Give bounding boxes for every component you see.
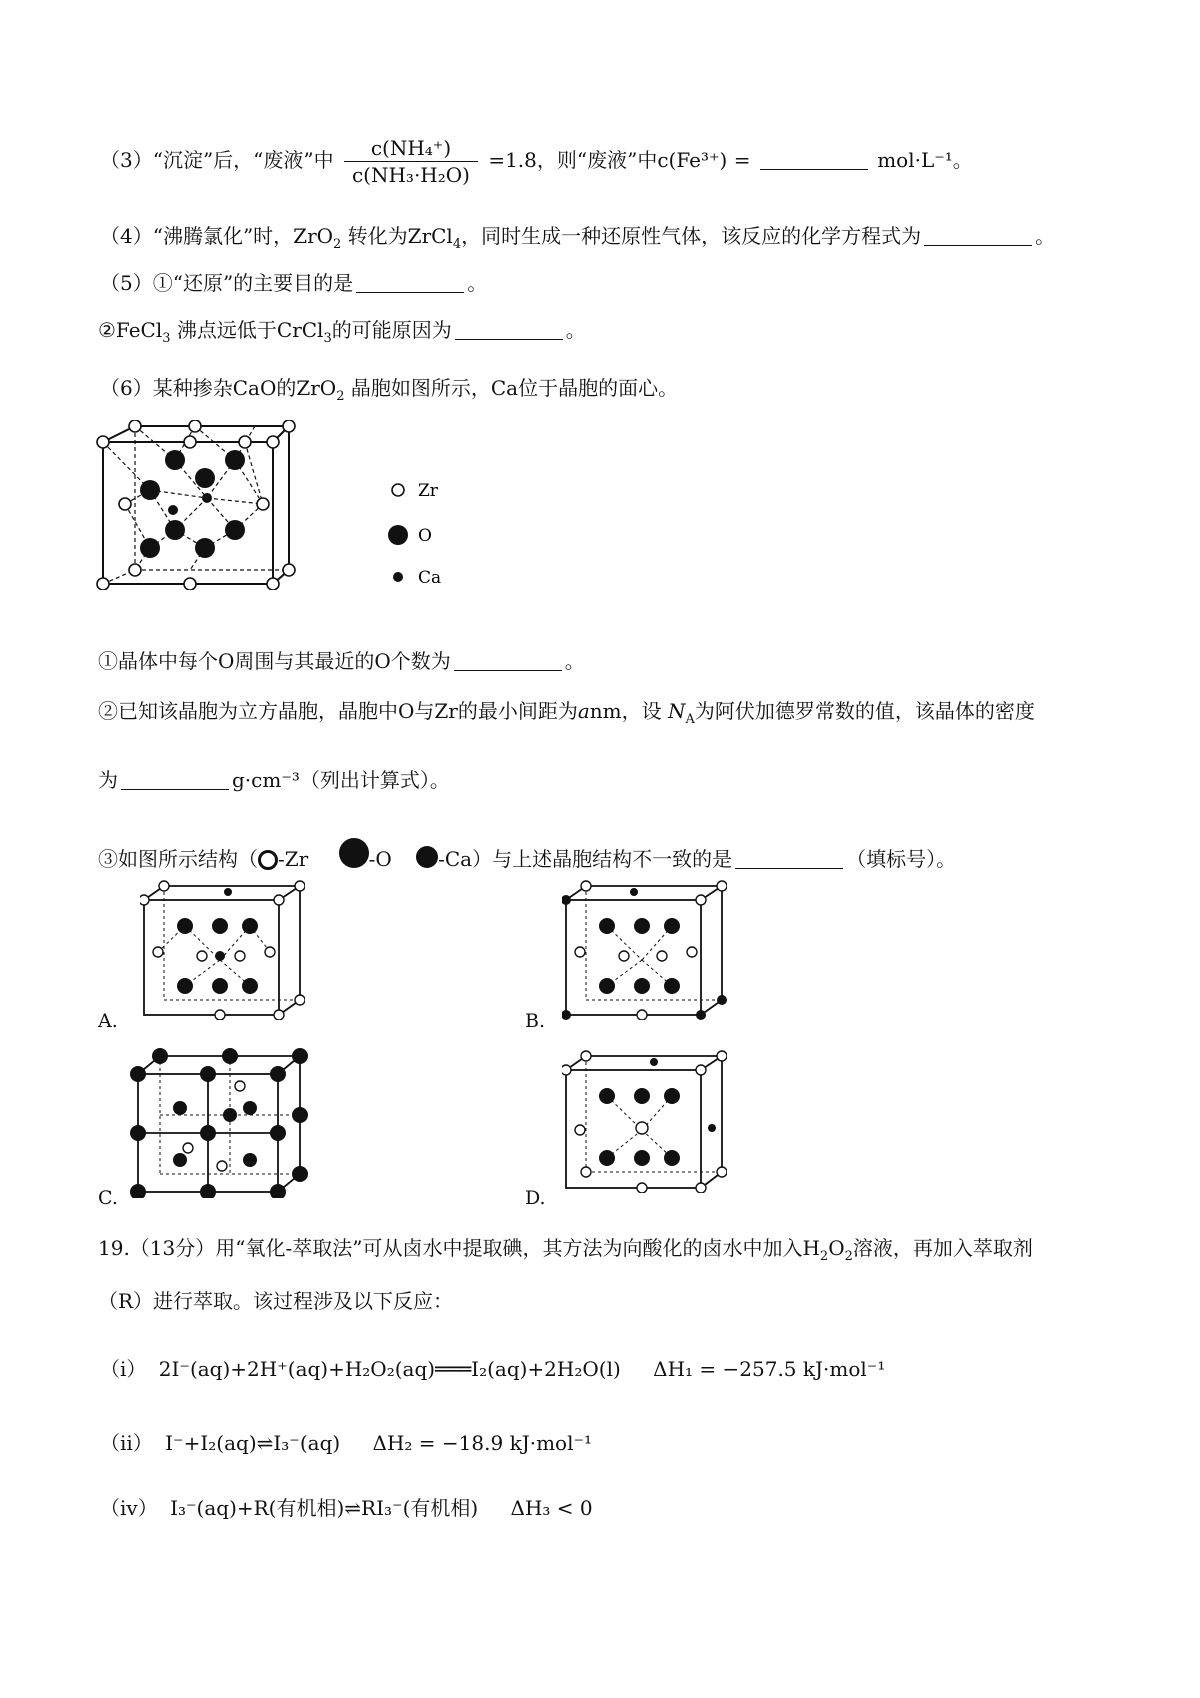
q6-sub3-zr: -Zr: [278, 847, 309, 871]
r3-label: （ⅳ）: [100, 1496, 158, 1520]
crystal-cell-figure: [95, 420, 305, 590]
q5-1-answer-blank[interactable]: [356, 292, 464, 293]
option-c-figure: [130, 1048, 308, 1198]
q6-sub1-end: 。: [564, 649, 585, 673]
r1-enthalpy: ΔH₁ = −257.5 kJ·mol⁻¹: [653, 1357, 886, 1381]
question-3-line: [100, 138, 973, 185]
q5-line2-c: 的可能原因为: [331, 318, 452, 342]
option-b-figure: [562, 880, 727, 1020]
q6-sub2-a: ②已知该晶胞为立方晶胞，晶胞中O与Zr的最小间距为: [98, 699, 578, 723]
q6-intro-a: （6）某种掺杂CaO的ZrO: [100, 376, 337, 400]
q3-prefix: （3）“沉淀”后，“废液”中: [100, 148, 334, 172]
r2-equation: I⁻+I₂(aq)⇌I₃⁻(aq): [165, 1431, 341, 1455]
q5-line2-a: ②FeCl: [98, 318, 163, 342]
question-5-line2: ②FeCl$_3$ 沸点远低于CrCl$_3$的可能原因为 。: [98, 318, 586, 346]
question-19-line2: [98, 1291, 453, 1311]
option-b-label[interactable]: B.: [525, 1010, 546, 1032]
r1-label: （ⅰ）: [100, 1357, 147, 1381]
q3-ratio-fraction: [344, 138, 478, 185]
question-6-sub3: [98, 838, 956, 870]
q6-sub2-unit: g·cm⁻³（列出计算式）。: [232, 768, 450, 792]
question-6-sub2: ②已知该晶胞为立方晶胞，晶胞中O与Zr的最小间距为anm，设 $N_A$为阿伏加德罗常数的值，该晶体的密度: [98, 699, 1035, 727]
q5-line2-b: 沸点远低于CrCl: [176, 318, 324, 342]
q3-unit: mol·L⁻¹。: [877, 148, 973, 172]
question-4-line: （4）“沸腾氯化”时，ZrO$_2$ 转化为ZrCl$_4$，同时生成一种还原性气体，该反应的化学方程式为 。: [100, 224, 1056, 252]
q3-mid: =1.8，则“废液”中c(Fe³⁺) =: [488, 148, 751, 172]
r3-enthalpy: ΔH₃ < 0: [510, 1496, 593, 1520]
q5-2-answer-blank[interactable]: [455, 339, 563, 340]
q3-fraction-numerator: c(NH₄⁺): [344, 138, 478, 162]
q19-line1-b: O: [828, 1236, 845, 1260]
q6-sub1-text: ①晶体中每个O周围与其最近的O个数为: [98, 649, 451, 673]
q6-sub3-ca: -Ca: [438, 847, 473, 871]
q3-answer-blank[interactable]: [760, 169, 868, 170]
q4-text-b: 转化为ZrCl: [347, 224, 453, 248]
option-d-label[interactable]: D.: [525, 1187, 546, 1209]
q6-2-answer-blank[interactable]: [121, 789, 229, 790]
question-6-intro: （6）某种掺杂CaO的ZrO$_2$ 晶胞如图所示，Ca位于晶胞的面心。: [100, 376, 679, 404]
q5-line2-end: 。: [565, 318, 586, 342]
question-5-line1: [100, 273, 487, 293]
q6-sub2-var: a: [577, 699, 590, 723]
q4-text-a: （4）“沸腾氯化”时，ZrO: [100, 224, 334, 248]
ca-legend-icon: [393, 572, 403, 582]
r2-enthalpy: ΔH₂ = −18.9 kJ·mol⁻¹: [372, 1431, 593, 1455]
q6-sub2-line2-a: 为: [98, 768, 118, 792]
q4-end: 。: [1035, 224, 1056, 248]
q5-line1-text: （5）①“还原”的主要目的是: [100, 271, 354, 295]
option-a-figure: [140, 880, 305, 1020]
r1-equation: 2I⁻(aq)+2H⁺(aq)+H₂O₂(aq)═══I₂(aq)+2H₂O(l): [158, 1357, 621, 1381]
legend-zr-label: Zr: [418, 481, 438, 501]
q6-intro-b: 晶胞如图所示，Ca位于晶胞的面心。: [350, 376, 679, 400]
reaction-2: [100, 1433, 592, 1453]
question-19-line1: 19.（13分）用“氧化-萃取法”可从卤水中提取碘，其方法为向酸化的卤水中加入$H_2O_2$溶液，再加入萃取剂: [98, 1236, 1033, 1264]
option-d-figure: [562, 1048, 727, 1193]
q4-text-c: ，同时生成一种还原性气体，该反应的化学方程式为: [461, 224, 922, 248]
q6-sub2-c: 为阿伏加德罗常数的值，该晶体的密度: [694, 699, 1035, 723]
question-6-sub2-line2: [98, 770, 450, 790]
ca-symbol-icon: [416, 846, 438, 868]
crystal-legend: [380, 475, 460, 585]
q6-sub3-o: -O: [368, 847, 392, 871]
r3-equation: I₃⁻(aq)+R(有机相)⇌RI₃⁻(有机相): [170, 1496, 479, 1520]
question-6-sub1: [98, 651, 585, 671]
q6-3-answer-blank[interactable]: [735, 868, 843, 869]
q6-sub2-b: nm，设: [589, 699, 662, 723]
q6-1-answer-blank[interactable]: [454, 670, 562, 671]
option-c-label[interactable]: C.: [98, 1187, 118, 1209]
q6-sub3-b: ）与上述晶胞结构不一致的是: [472, 847, 733, 871]
q4-answer-blank[interactable]: [924, 245, 1032, 246]
o-legend-icon: [388, 525, 408, 545]
legend-o-label: O: [418, 526, 432, 546]
reaction-1: [100, 1359, 885, 1379]
q5-line1-end: 。: [467, 271, 488, 295]
reaction-3: [100, 1498, 593, 1518]
q3-fraction-denominator: c(NH₃·H₂O): [351, 163, 470, 187]
q19-line1-c: 溶液，再加入萃取剂: [852, 1236, 1033, 1260]
legend-ca-label: Ca: [418, 568, 442, 585]
r2-label: （ⅱ）: [100, 1431, 153, 1455]
zr-symbol-icon: [258, 850, 278, 870]
option-a-label[interactable]: A.: [98, 1010, 118, 1032]
o-symbol-icon: [339, 838, 369, 868]
q19-line1-a: 19.（13分）用“氧化-萃取法”可从卤水中提取碘，其方法为向酸化的卤水中加入H: [98, 1236, 820, 1260]
q19-line2: （R）进行萃取。该过程涉及以下反应：: [98, 1289, 454, 1313]
zr-legend-icon: [392, 484, 404, 496]
q6-sub3-end: （填标号）。: [846, 847, 957, 871]
q6-sub3-a: ③如图所示结构（: [98, 847, 258, 871]
